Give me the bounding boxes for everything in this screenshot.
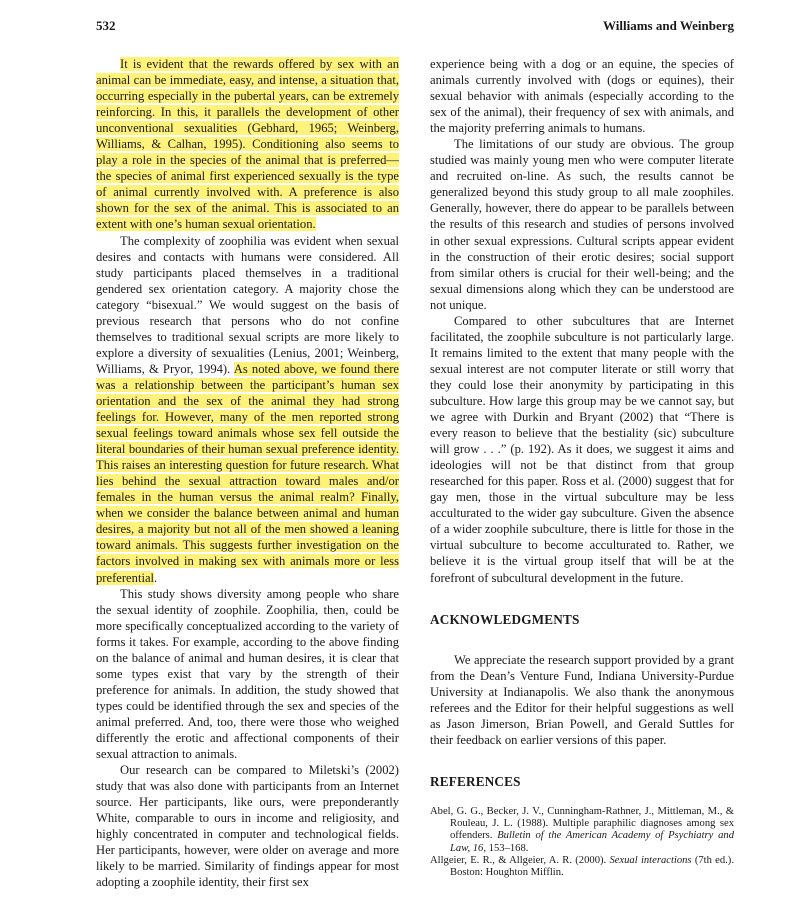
paragraph-diversity: This study shows diversity among people who share the sexual identity of zoophile. Zoophilia, then, could be more specifically conceptualized according to the variety of forms it takes. For example, according to the above finding on the balance of animal and human desires, it is clear that some types exist that vary by the strength of their preference for animals. In addition, the study showed that types could be identified through the sex and species of the animal preferred. And, too, there were those who weighed differently the erotic and affectional components of their sexual attraction to animals.: [96, 586, 399, 762]
paragraph-miletski: Our research can be compared to Miletski’s (2002) study that was also done with participants from an Internet source. Her participants, like ours, were preponderantly White, comparable to ours in income and religiosity, and highly concentrated in computer and technological fields. Her participants, however, were older on average and more likely to be married. Similarity of findings appear for most adopting a zoophile identity, their first sex: [96, 763, 399, 890]
page-number: 532: [96, 18, 116, 33]
references-heading: REFERENCES: [430, 773, 521, 789]
page-header: [96, 18, 734, 38]
reference-entry: Abel, G. G., Becker, J. V., Cunningham-Rathner, J., Mittleman, M., & Rouleau, J. L. (1988). Multiple paraphilic diagnoses among sex offenders. Bulletin of the American Academy of Psychiatry and Law, 16, 153–168.: [430, 805, 734, 854]
paragraph-rewards: [96, 56, 399, 233]
paragraph-limitations: The limitations of our study are obvious. The group studied was mainly young men who were computer literate and recruited on-line. As such, the results cannot be generalized beyond this study group to all male zoophiles. Generally, however, there do appear to be parallels between the results of this research and studies of persons involved in other sexual expressions. Cultural scripts appear evident in the construction of their erotic desires; social support from similar others is crucial for their well-being; and the sexual dimensions along which they can be understood are not unique.: [430, 137, 734, 312]
paragraph-subcultures: Compared to other subcultures that are Internet facilitated, the zoophile subculture is not particularly large. It remains limited to the extent that many people with the sexual interest are not computer literate or still worry that they could lose their anonymity by participating in this subculture. How large this group may be we cannot say, but we agree with Durkin and Bryant (2002) that “There is every reason to believe that the bestiality (sic) subculture will grow . . .” (p. 192). As it does, we suggest it aims and ideologies will not be that distinct from that group researched for this paper. Ross et al. (2000) suggest that for gay men, those in the virtual subculture may be less acculturated to the wider gay subculture. Given the absence of a wider zoophile subculture, there is little for those in the virtual subculture to become acculturated to. Rather, we believe it is the virtual group itself that will be at the forefront of subcultural development in the future.: [430, 313, 734, 585]
paragraph-complexity: [96, 233, 399, 586]
left-column: [96, 56, 399, 890]
paragraph-continued: experience being with a dog or an equine, the species of animals currently involved with (dogs or equines), their sexual behavior with animals (especially according to the sex of the animal), their frequency of sex with animals, and the majority preferring animals to humans.: [430, 57, 734, 136]
highlighted-text: As noted above, we found there was a relationship between the participant’s human sex orientation and the sex of the animal they had strong feelings for. However, many of the men reported strong sexual feelings toward animals whose sex fell outside the literal boundaries of their human sexual preference identity. This raises an interesting question for future research. What lies behind the sexual attraction toward males and/or females in the human versus the animal realm? Finally, when we consider the balance between animal and human desires, a majority but not all of the men showed a leaning toward animals. This suggests further investigation on the factors involved in making sex with animals more or less preferential: [96, 361, 399, 585]
reference-entry: Allgeier, E. R., & Allgeier, A. R. (2000). Sexual interactions (7th ed.). Boston: Houghton Mifflin.: [430, 854, 734, 878]
highlighted-text: It is evident that the rewards offered by sex with an animal can be immediate, easy, and intense, a situation that, occurring especially in the pubertal years, can be extremely reinforcing. In this, it parallels the development of other unconventional sexualities (Gebhard, 1965; Weinberg, Williams, & Calhan, 1995). Conditioning also seems to play a role in the species of the animal that is preferred—the species of animal first experienced sexually is the type of animal currently involved with. A preference is also shown for the sex of the animal. This is associated to an extent with one’s human sexual orientation.: [96, 57, 399, 232]
acknowledgments-heading: ACKNOWLEDGMENTS: [430, 611, 580, 627]
right-column: [430, 56, 734, 879]
running-head: Williams and Weinberg: [603, 18, 734, 33]
acknowledgments-text: We appreciate the research support provided by a grant from the Dean’s Venture Fund, Indiana University-Purdue University at Indianapolis. We also thank the anonymous referees and the Editor for their helpful suggestions as well as Jason Jimerson, Brian Powell, and Gerald Suttles for their feedback on earlier versions of this paper.: [430, 652, 734, 747]
body-text: .: [154, 570, 158, 585]
body-text: The complexity of zoophilia was evident when sexual desires and contacts with humans were considered. All study participants placed themselves in a traditional gendered sex orientation category. A majority chose the category “bisexual.” We would suggest on the basis of previous research that persons who do not confine themselves to traditional sexual scripts are more likely to explore a diversity of sexualities (Lenius, 2001; Weinberg, Williams, & Pryor, 1994).: [96, 233, 399, 376]
